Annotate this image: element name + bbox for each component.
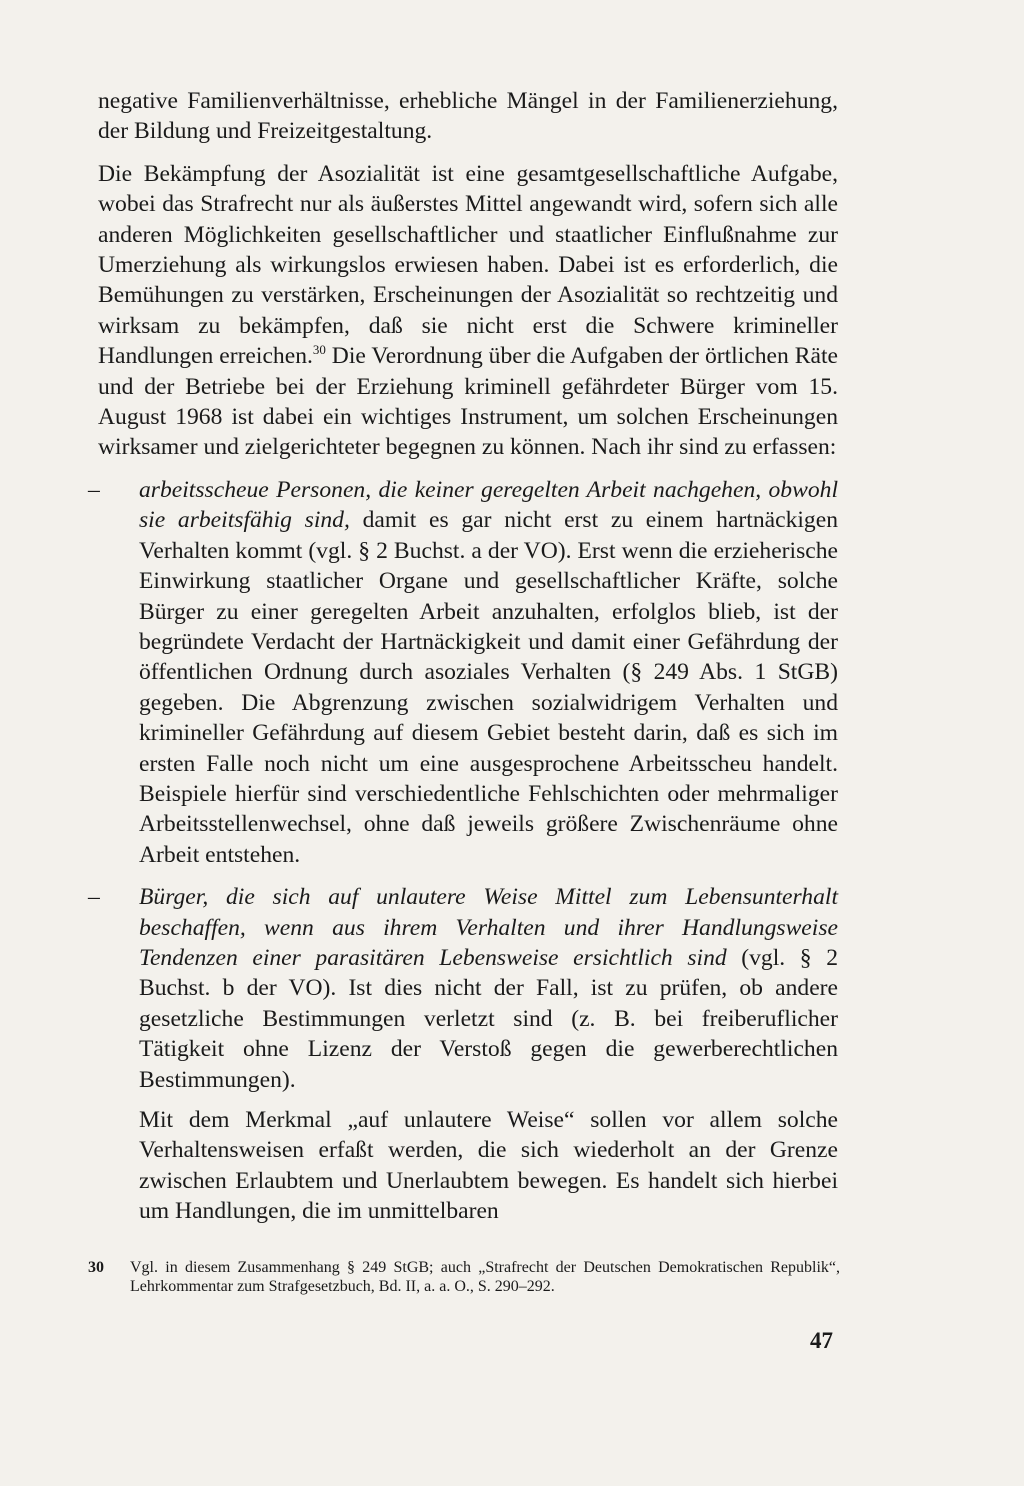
paragraph-2 xyxy=(98,159,838,463)
list-item-2-body: (vgl. § 2 Buchst. b der VO). Ist dies nicht der Fall, ist zu prüfen, ob andere gesetzliche Bestimmungen verletzt sind (z. B. bei freiberuflicher Tätigkeit ohne Lizenz der Verstoß gegen die gewerberechtlichen Bestimmungen). xyxy=(139,944,838,1093)
list-item-1-text xyxy=(139,475,838,870)
paragraph-2-text-a: Die Bekämpfung der Asozialität ist eine gesamtgesellschaftliche Aufgabe, wobei das Strafrecht nur als äußerstes Mittel angewandt wird, sofern sich alle anderen Möglichkeiten gesellschaftlicher und staatlicher Einflußnahme zur Umerziehung als wirkungslos erwiesen haben. Dabei ist es erforderlich, die Bemühungen zu verstärken, Erscheinungen der Asozialität so rechtzeitig und wirksam zu bekämpfen, daß sie nicht erst die Schwere krimineller Handlungen erreichen. xyxy=(98,160,838,370)
footnote-text: Vgl. in diesem Zusammenhang § 249 StGB; auch „Strafrecht der Deutschen Demokratischen Republik“, Lehrkommentar zum Strafgesetzbuch, Bd. II, a. a. O., S. 290–292. xyxy=(130,1259,840,1295)
list-dash: – xyxy=(88,476,100,503)
footnote-number: 30 xyxy=(88,1259,104,1276)
list-item-1 xyxy=(88,475,838,870)
list-item-1-italic: arbeitsscheue Personen, die keiner geregelten Arbeit nachgehen, obwohl sie arbeitsfähig sind, xyxy=(139,476,838,534)
paragraph-2-text-b: Die Verordnung über die Aufgaben der örtlichen Räte und der Betriebe bei der Erziehung kriminell gefährdeter Bürger vom 15. August 1968 ist dabei ein wichtiges Instrument, um solchen Erscheinungen wirksamer und zielgerichteter begegnen zu können. Nach ihr sind zu erfassen: xyxy=(98,343,838,461)
list-item-2 xyxy=(88,882,838,1226)
list-item-2-text xyxy=(139,882,838,1095)
list-dash: – xyxy=(88,884,100,911)
list-item-2-italic: Bürger, die sich auf unlautere Weise Mittel zum Lebensunterhalt beschaffen, wenn aus ihrem Verhalten und ihrer Handlungsweise Tendenzen einer parasitären Lebensweise ersichtlich sind xyxy=(139,884,838,971)
main-text xyxy=(88,86,838,1239)
page-number: 47 xyxy=(810,1328,833,1353)
list-item-2-continuation-text: Mit dem Merkmal „auf unlautere Weise“ sollen vor allem solche Verhaltensweisen erfaßt werden, die sich wiederholt an der Grenze zwischen Erlaubtem und Unerlaubtem bewegen. Es handelt sich hierbei um Handlungen, die im unmittelbaren xyxy=(139,1107,838,1225)
list-item-1-body: damit es gar nicht erst zu einem hartnäckigen Verhalten kommt (vgl. § 2 Buchst. a der VO). Erst wenn die erzieherische Einwirkung staatlicher Organe und gesellschaftlicher Kräfte, solche Bürger zu einer geregelten Arbeit anzuhalten, erfolglos blieb, ist der begründete Verdacht der Hartnäckigkeit und damit einer Gefährdung der öffentlichen Ordnung durch asoziales Verhalten (§ 249 Abs. 1 StGB) gegeben. Die Abgrenzung zwischen sozialwidrigem Verhalten und krimineller Gefährdung auf diesem Gebiet besteht darin, daß es sich im ersten Falle noch nicht um eine ausgesprochene Arbeitsscheu handelt. Beispiele hierfür sind verschiedentliche Fehlschichten oder mehrmaliger Arbeitsstellenwechsel, ohne daß jeweils größere Zwischenräume ohne Arbeit entstehen. xyxy=(139,507,838,868)
footnote-reference: 30 xyxy=(312,342,326,358)
paragraph-1-text: negative Familienverhältnisse, erhebliche Mängel in der Familienerziehung, der Bildung und Freizeitgestaltung. xyxy=(98,88,838,145)
footnote xyxy=(88,1258,840,1296)
paragraph-1 xyxy=(98,86,838,147)
list-item-2-continuation xyxy=(139,1105,838,1227)
